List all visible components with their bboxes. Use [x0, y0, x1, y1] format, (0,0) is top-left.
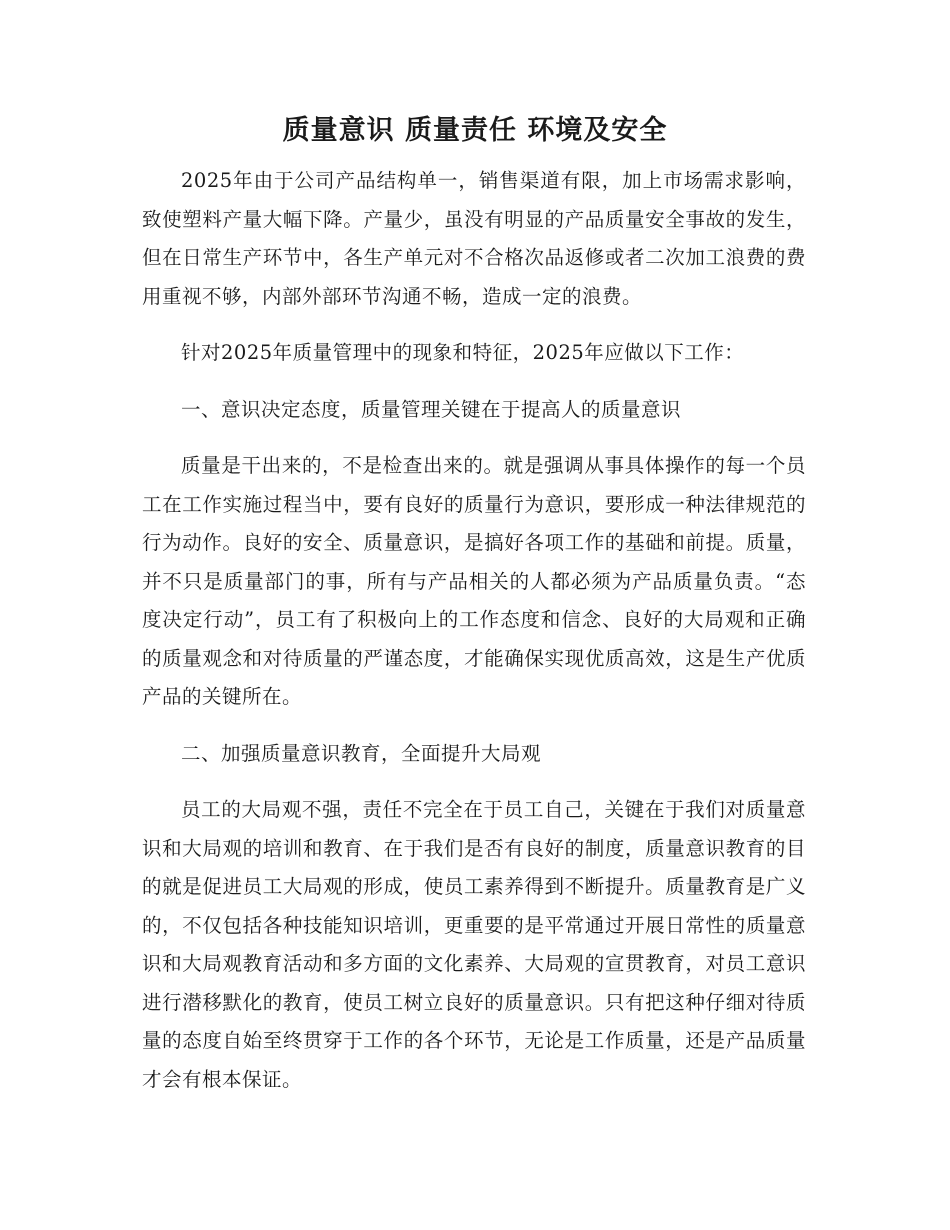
paragraph-intro: 2025年由于公司产品结构单一，销售渠道有限，加上市场需求影响，致使塑料产量大幅下降。产量少，虽没有明显的产品质量安全事故的发生，但在日常生产环节中，各生产单元对不合格次品返修或者二次加工浪费的费用重视不够，内部外部环节沟通不畅，造成一定的浪费。: [142, 169, 806, 308]
paragraph-section-2: 员工的大局观不强，责任不完全在于员工自己，关键在于我们对质量意识和大局观的培训和教育、在于我们是否有良好的制度，质量意识教育的目的就是促进员工大局观的形成，使员工素养得到不断提升。质量教育是广义的，不仅包括各种技能知识培训，更重要的是平常通过开展日常性的质量意识和大局观教育活动和多方面的文化素养、大局观的宣贯教育，对员工意识进行潜移默化的教育，使员工树立良好的质量意识。只有把这种仔细对待质量的态度自始至终贯穿于工作的各个环节，无论是工作质量，还是产品质量才会有根本保证。: [142, 798, 806, 1091]
document-title: 质量意识 质量责任 环境及安全: [282, 115, 668, 146]
paragraph-plan: 针对2025年质量管理中的现象和特征，2025年应做以下工作：: [181, 341, 745, 364]
section-heading-1: 一、意识决定态度，质量管理关键在于提高人的质量意识: [181, 397, 682, 421]
document-body: [142, 162, 806, 1117]
paragraph-section-1: 质量是干出来的，不是检查出来的。就是强调从事具体操作的每一个员工在工作实施过程当中，要有良好的质量行为意识，要形成一种法律规范的行为动作。良好的安全、质量意识，是搞好各项工作的基础和前提。质量，并不只是质量部门的事，所有与产品相关的人都必须为产品质量负责。“态度决定行动”，员工有了积极向上的工作态度和信念、良好的大局观和正确的质量观念和对待质量的严谨态度，才能确保实现优质高效，这是生产优质产品的关键所在。: [142, 454, 806, 708]
section-heading-2: 二、加强质量意识教育，全面提升大局观: [181, 741, 542, 765]
